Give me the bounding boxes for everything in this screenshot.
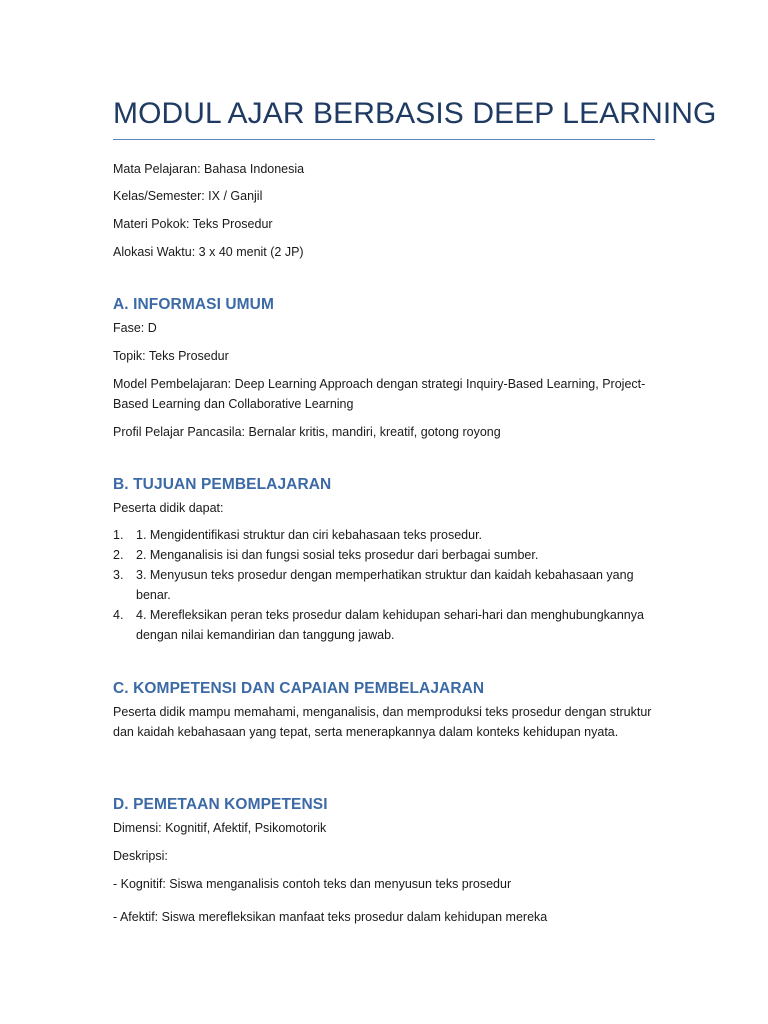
section-d-description-label: Deskripsi:	[113, 849, 168, 863]
meta-subject: Mata Pelajaran: Bahasa Indonesia	[113, 162, 305, 176]
list-item-number: 4.	[113, 608, 124, 622]
list-item-text: 3. Menyusun teks prosedur dengan memperhatikan struktur dan kaidah kebahasaan yang benar.	[136, 568, 634, 602]
section-a-learning-model: Model Pembelajaran: Deep Learning Approach dengan strategi Inquiry-Based Learning, Project-Based Learning dan Collaborative Learning	[113, 377, 646, 411]
section-b-heading: B. TUJUAN PEMBELAJARAN	[113, 476, 332, 493]
meta-class-semester: Kelas/Semester: IX / Ganjil	[113, 189, 263, 203]
meta-time-allocation: Alokasi Waktu: 3 x 40 menit (2 JP)	[113, 245, 304, 259]
section-a-heading: A. INFORMASI UMUM	[113, 296, 274, 313]
list-item-number: 1.	[113, 528, 124, 542]
list-item-number: 3.	[113, 568, 124, 582]
section-a-profile: Profil Pelajar Pancasila: Bernalar kritis, mandiri, kreatif, gotong royong	[113, 425, 501, 439]
title-underline	[113, 139, 655, 140]
list-item	[113, 525, 655, 545]
section-d-cognitive: - Kognitif: Siswa menganalisis contoh teks dan menyusun teks prosedur	[113, 877, 512, 891]
section-c-text: Peserta didik mampu memahami, menganalisis, dan memproduksi teks prosedur dengan struktur dan kaidah kebahasaan yang tepat, serta menerapkannya dalam konteks kehidupan nyata.	[113, 705, 652, 739]
objectives-list	[113, 525, 655, 645]
list-item	[113, 565, 655, 605]
list-item-text: 2. Menganalisis isi dan fungsi sosial teks prosedur dari berbagai sumber.	[136, 548, 539, 562]
section-a-phase: Fase: D	[113, 321, 157, 335]
section-d-affective: - Afektif: Siswa merefleksikan manfaat teks prosedur dalam kehidupan mereka	[113, 910, 548, 924]
list-item-text: 1. Mengidentifikasi struktur dan ciri kebahasaan teks prosedur.	[136, 528, 483, 542]
section-c-heading: C. KOMPETENSI DAN CAPAIAN PEMBELAJARAN	[113, 680, 485, 697]
section-a-topic: Topik: Teks Prosedur	[113, 349, 229, 363]
section-b-intro: Peserta didik dapat:	[113, 501, 224, 515]
list-item-text: 4. Merefleksikan peran teks prosedur dalam kehidupan sehari-hari dan menghubungkannya dengan nilai kemandirian dan tanggung jawab.	[136, 608, 644, 642]
meta-topic: Materi Pokok: Teks Prosedur	[113, 217, 273, 231]
section-d-heading: D. PEMETAAN KOMPETENSI	[113, 796, 328, 813]
list-item	[113, 605, 655, 645]
section-d-dimensions: Dimensi: Kognitif, Afektif, Psikomotorik	[113, 821, 327, 835]
list-item	[113, 545, 655, 565]
list-item-number: 2.	[113, 548, 124, 562]
document-title: MODUL AJAR BERBASIS DEEP LEARNING	[113, 97, 717, 130]
